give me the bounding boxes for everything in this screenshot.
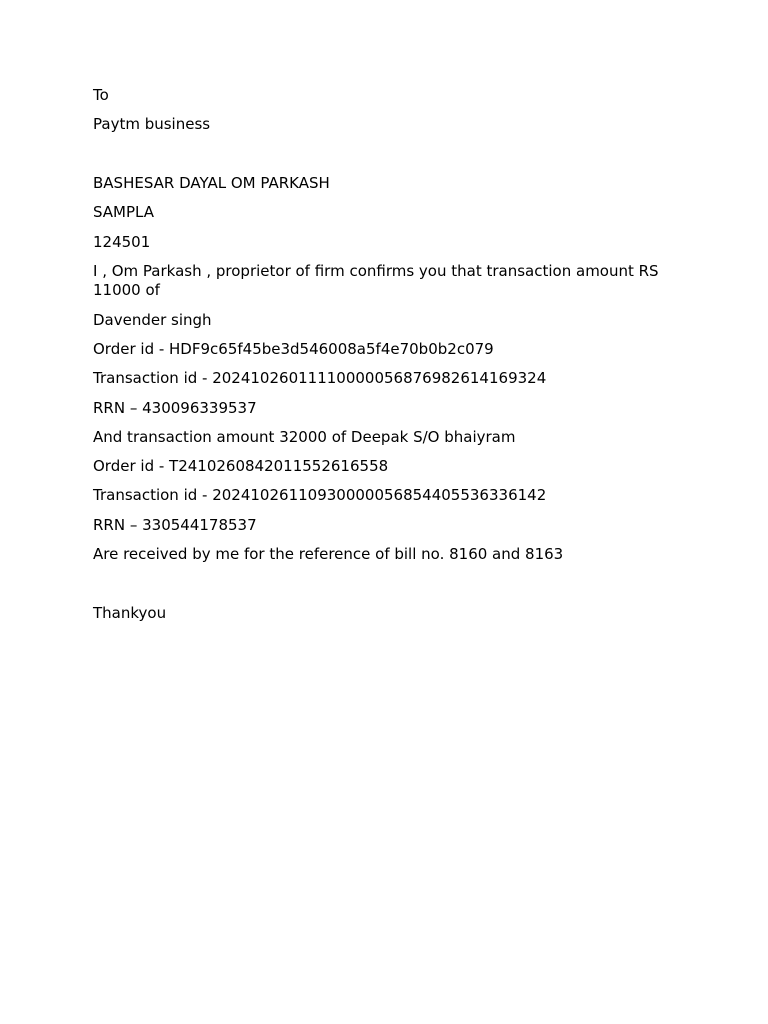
blank-line	[93, 145, 668, 174]
blank-line	[93, 574, 668, 603]
recipient-name: Paytm business	[93, 115, 211, 134]
intro-paragraph: I , Om Parkash , proprietor of firm confirms you that transaction amount RS 11000 of	[93, 261, 659, 300]
transaction-id-1: Transaction id - 20241026011110000056876982614169324	[93, 369, 547, 388]
closing-statement: Are received by me for the reference of bill no. 8160 and 8163	[93, 545, 564, 564]
second-transaction-line: And transaction amount 32000 of Deepak S/O bhaiyram	[93, 427, 516, 446]
salutation-to: To	[93, 86, 109, 104]
order-id-2: Order id - T2410260842011552616558	[93, 457, 389, 476]
transaction-id-2: Transaction id - 20241026110930000056854405536336142	[93, 486, 547, 505]
rrn-2: RRN – 330544178537	[93, 515, 257, 534]
firm-city: SAMPLA	[93, 203, 155, 222]
firm-name: BASHESAR DAYAL OM PARKASH	[93, 173, 330, 192]
rrn-1: RRN – 430096339537	[93, 398, 257, 417]
letter-body	[93, 86, 668, 633]
firm-pincode: 124501	[93, 232, 151, 251]
sign-off: Thankyou	[93, 603, 167, 622]
payer-name-1: Davender singh	[93, 310, 212, 329]
order-id-1: Order id - HDF9c65f45be3d546008a5f4e70b0b2c079	[93, 339, 494, 358]
